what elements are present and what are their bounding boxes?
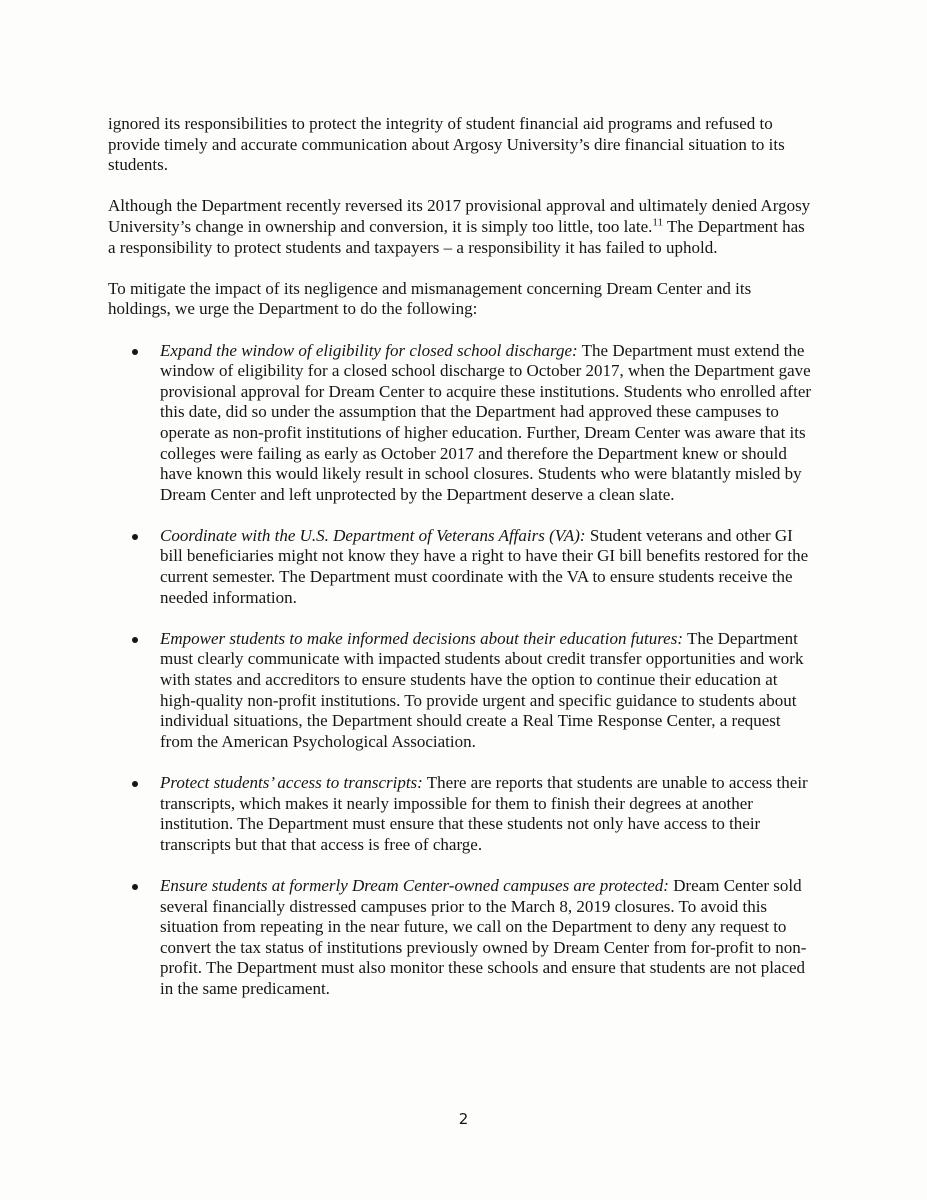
paragraph-reversal-tail: The Department has a responsibility to protect students and taxpayers – a responsibility it has failed to uphold. [108,216,805,257]
recommendation-lead: Coordinate with the U.S. Department of Veterans Affairs (VA): [160,525,586,545]
bullet-icon [132,637,138,643]
recommendation-item [108,773,813,855]
recommendation-body: Dream Center sold several financially distressed campuses prior to the March 8, 2019 closures. To avoid this situation from repeating in the near future, we call on the Department to deny any request to convert the tax status of institutions previously owned by Dream Center from for-profit to non-profit. The Department must also monitor these schools and ensure that students are not placed in the same predicament. [160,875,807,998]
recommendation-body: Student veterans and other GI bill beneficiaries might not know they have a right to have their GI bill benefits restored for the current semester. The Department must coordinate with the VA to ensure students receive the needed information. [160,525,809,607]
recommendation-body: The Department must extend the window of eligibility for a closed school discharge to October 2017, when the Department gave provisional approval for Dream Center to acquire these institutions. Students who enrolled after this date, did so under the assumption that the Department had approved these campuses to operate as non-profit institutions of higher education. Further, Dream Center was aware that its colleges were failing as early as October 2017 and therefore the Department knew or should have known this would likely result in school closures. Students who were blatantly misled by Dream Center and left unprotected by the Department deserve a clean slate. [160,340,812,504]
recommendation-lead: Expand the window of eligibility for closed school discharge: [160,340,578,360]
bullet-icon [132,349,138,355]
recommendation-item [108,526,813,608]
recommendations-list [108,341,813,1000]
bullet-icon [132,534,138,540]
paragraph-recommendations-intro: To mitigate the impact of its negligence and mismanagement concerning Dream Center and its holdings, we urge the Department to do the following: [108,278,752,319]
bullet-icon [132,781,138,787]
bullet-icon [132,884,138,890]
recommendation-lead: Protect students’ access to transcripts: [160,773,423,792]
paragraph-reversal [108,196,813,258]
recommendation-lead: Empower students to make informed decisions about their education futures: [160,628,683,648]
recommendation-item [108,629,813,753]
recommendation-body: There are reports that students are unable to access their transcripts, which makes it nearly impossible for them to finish their degrees at another institution. The Department must ensure that these students not only have access to their transcripts but that that access is free of charge. [160,773,808,854]
footnote-marker: 11 [652,216,663,229]
document-page [108,114,813,1020]
paragraph-intro: ignored its responsibilities to protect the integrity of student financial aid programs and refused to provide timely and accurate communication about Argosy University’s dire financial situation to its students. [108,114,785,175]
recommendation-item [108,876,813,1000]
recommendation-lead: Ensure students at formerly Dream Center-owned campuses are protected: [160,875,669,895]
page-number: 2 [458,1110,469,1128]
recommendation-body: The Department must clearly communicate with impacted students about credit transfer opportunities and work with states and accreditors to ensure students have the option to continue their education at high-quality non-profit institutions. To provide urgent and specific guidance to students about individual situations, the Department should create a Real Time Response Center, a request from the American Psychological Association. [160,628,804,751]
recommendation-item [108,341,813,506]
paragraph-reversal-text: Although the Department recently reversed its 2017 provisional approval and ultimately denied Argosy University’s change in ownership and conversion, it is simply too little, too late. [108,196,811,236]
